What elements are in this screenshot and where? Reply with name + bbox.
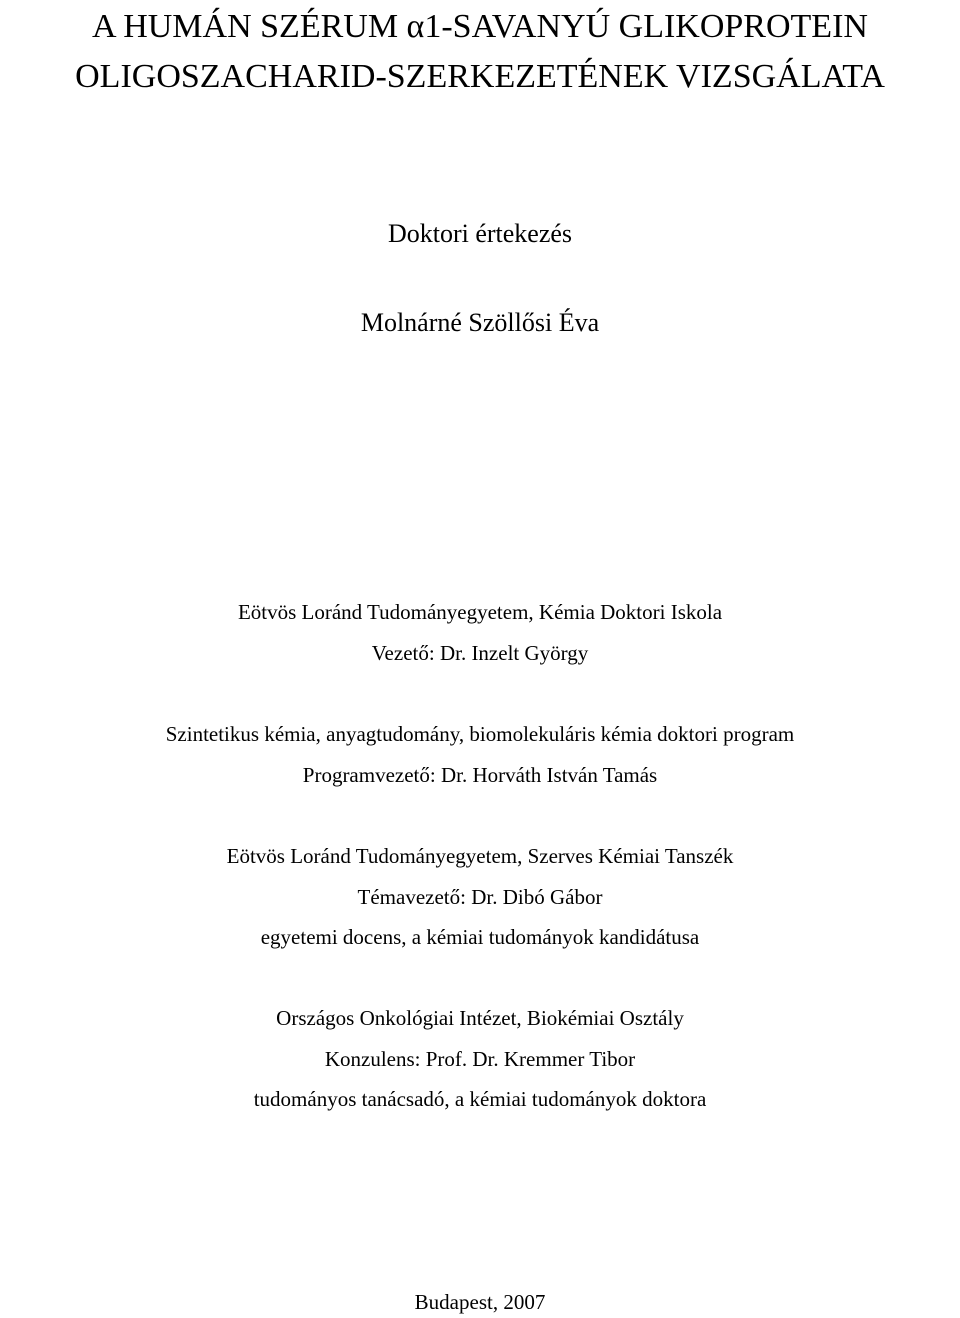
consultant-department: Országos Onkológiai Intézet, Biokémiai Osztály [276,1006,684,1030]
consultant-title: tudományos tanácsadó, a kémiai tudományok doktora [253,1087,707,1111]
title-line-2: OLIGOSZACHARID-SZERKEZETÉNEK VIZSGÁLATA [75,58,885,95]
supervisor-title: egyetemi docens, a kémiai tudományok kandidátusa [260,925,700,949]
consultant-name: Konzulens: Prof. Dr. Kremmer Tibor [324,1047,636,1071]
thesis-type: Doktori értekezés [387,219,573,248]
doctoral-school: Eötvös Loránd Tudományegyetem, Kémia Doktori Iskola [237,600,723,624]
title-line-1: A HUMÁN SZÉRUM α1-SAVANYÚ GLIKOPROTEIN [92,8,868,45]
school-head: Vezető: Dr. Inzelt György [371,641,589,665]
supervisor-department: Eötvös Loránd Tudományegyetem, Szerves Kémiai Tanszék [226,844,734,868]
supervisor-name: Témavezető: Dr. Dibó Gábor [357,885,603,909]
program-head: Programvezető: Dr. Horváth István Tamás [302,763,658,787]
program-name: Szintetikus kémia, anyagtudomány, biomolekuláris kémia doktori program [165,722,795,746]
author-name: Molnárné Szöllősi Éva [360,308,600,337]
place-and-date: Budapest, 2007 [414,1290,546,1314]
